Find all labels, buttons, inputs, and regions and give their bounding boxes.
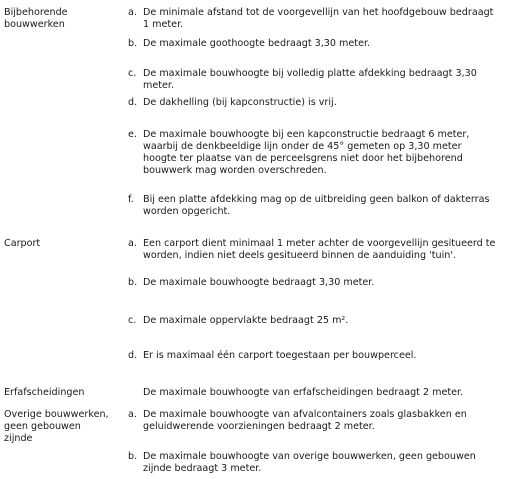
item-text-line: De maximale oppervlakte bedraagt 25 m².: [143, 315, 349, 326]
item-text-line: De maximale bouwhoogte van erfafscheidingen bedraagt 2 meter.: [143, 387, 464, 398]
item-text-line: 1 meter.: [143, 19, 184, 30]
item-marker: b.: [128, 277, 138, 288]
item-marker: c.: [128, 315, 137, 326]
section-label: Carport: [4, 238, 41, 249]
item-text-line: Er is maximaal één carport toegestaan per bouwperceel.: [143, 350, 417, 361]
item-text-line: De minimale afstand tot de voorgevellijn van het hoofdgebouw bedraagt: [143, 7, 494, 18]
item-marker: d.: [128, 350, 138, 361]
item-text-line: De maximale bouwhoogte bedraagt 3,30 meter.: [143, 277, 375, 288]
item-text-line: geluidwerende voorzieningen bedraagt 2 meter.: [143, 421, 375, 432]
item-text-line: Bij een platte afdekking mag op de uitbreiding geen balkon of dakterras: [143, 194, 490, 205]
section-label: Overige bouwwerken,: [4, 409, 109, 420]
item-text-line: De maximale bouwhoogte bij een kapconstructie bedraagt 6 meter,: [143, 129, 470, 140]
item-marker: a.: [128, 238, 137, 249]
item-marker: b.: [128, 38, 138, 49]
item-text-line: bouwwerk mag worden overschreden.: [143, 165, 327, 176]
item-marker: b.: [128, 451, 138, 462]
item-marker: a.: [128, 409, 137, 420]
section-label: bouwwerken: [4, 19, 65, 30]
section-label: geen gebouwen: [4, 421, 81, 432]
item-text-line: De maximale goothoogte bedraagt 3,30 meter.: [143, 38, 371, 49]
section-label: Bijbehorende: [4, 7, 68, 18]
item-marker: e.: [128, 129, 137, 140]
section-label: Erfafscheidingen: [4, 387, 85, 398]
item-text-line: Een carport dient minimaal 1 meter achter de voorgevellijn gesitueerd te: [143, 238, 496, 249]
item-text-line: De maximale bouwhoogte van overige bouwwerken, geen gebouwen: [143, 451, 476, 462]
item-text-line: worden, indien niet deels gesitueerd binnen de aanduiding 'tuin'.: [143, 250, 457, 261]
item-text-line: De maximale bouwhoogte bij volledig platte afdekking bedraagt 3,30: [143, 68, 477, 79]
item-marker: d.: [128, 97, 138, 108]
item-text-line: waarbij de denkbeeldige lijn onder de 45° gemeten op 3,30 meter: [143, 141, 462, 152]
item-marker: a.: [128, 7, 137, 18]
item-text-line: worden opgericht.: [143, 206, 231, 217]
item-text-line: zijnde bedraagt 3 meter.: [143, 463, 262, 474]
item-text-line: De dakhelling (bij kapconstructie) is vrij.: [143, 97, 337, 108]
section-label: zijnde: [4, 433, 33, 444]
item-text-line: meter.: [143, 80, 175, 91]
item-text-line: hoogte ter plaatse van de perceelsgrens niet door het bijbehorend: [143, 153, 463, 164]
item-marker: c.: [128, 68, 137, 79]
item-marker: f.: [128, 194, 134, 205]
item-text-line: De maximale bouwhoogte van afvalcontainers zoals glasbakken en: [143, 409, 467, 420]
